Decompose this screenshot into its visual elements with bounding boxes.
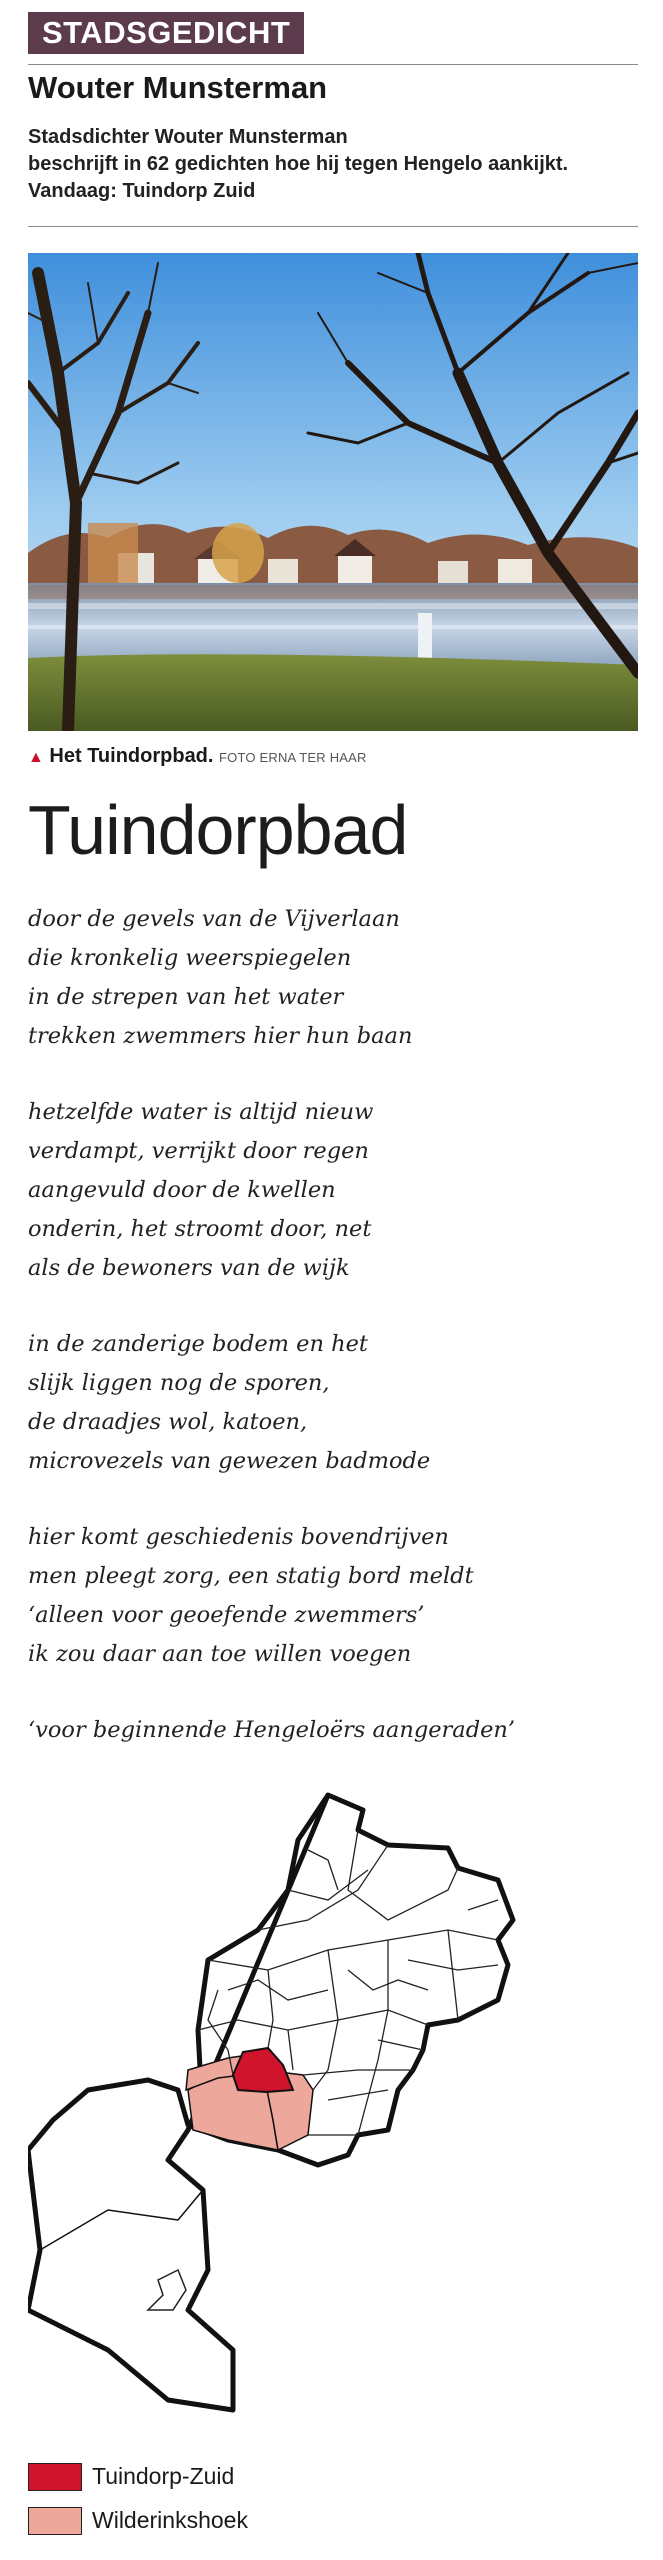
district-map xyxy=(28,1790,638,2450)
legend-label: Wilderinkshoek xyxy=(92,2507,248,2533)
poem-line: onderin, het stroomt door, net xyxy=(28,1216,372,1242)
photo-caption xyxy=(28,745,367,768)
poem-stanza xyxy=(28,1093,515,1288)
intro-line: Stadsdichter Wouter Munsterman xyxy=(28,126,348,148)
photo-credit: FOTO ERNA TER HAAR xyxy=(219,750,367,765)
legend-swatch xyxy=(28,2463,82,2491)
poem-line: de draadjes wol, katoen, xyxy=(28,1409,308,1435)
poem-line: ‘voor beginnende Hengeloërs aangeraden’ xyxy=(28,1717,516,1743)
poem-body xyxy=(28,900,515,1787)
poem-line: verdampt, verrijkt door regen xyxy=(28,1138,369,1164)
photo-tuindorpbad xyxy=(28,253,638,731)
author-name: Wouter Munsterman xyxy=(28,70,328,105)
poem-line: ‘alleen voor geoefende zwemmers’ xyxy=(28,1602,425,1628)
poem-line: ik zou daar aan toe willen voegen xyxy=(28,1641,412,1667)
legend-label: Tuindorp-Zuid xyxy=(92,2463,235,2489)
section-tag: STADSGEDICHT xyxy=(28,12,304,54)
intro-line: Vandaag: Tuindorp Zuid xyxy=(28,180,256,202)
poem-line: microvezels van gewezen badmode xyxy=(28,1448,431,1474)
caption-text: Het Tuindorpbad. xyxy=(49,745,214,767)
legend-swatch xyxy=(28,2507,82,2535)
intro-text xyxy=(28,124,568,205)
poem-title: Tuindorpbad xyxy=(28,791,408,869)
poem-line: in de strepen van het water xyxy=(28,984,344,1010)
poem-line: trekken zwemmers hier hun baan xyxy=(28,1023,413,1049)
poem-stanza xyxy=(28,1711,515,1750)
intro-line: beschrijft in 62 gedichten hoe hij tegen Hengelo aankijkt. xyxy=(28,153,569,175)
poem-stanza xyxy=(28,1518,515,1674)
poem-line: als de bewoners van de wijk xyxy=(28,1255,350,1281)
poem-line: hetzelfde water is altijd nieuw xyxy=(28,1099,374,1125)
poem-line: in de zanderige bodem en het xyxy=(28,1331,368,1357)
divider xyxy=(28,226,638,227)
poem-stanza xyxy=(28,900,515,1056)
poem-line: aangevuld door de kwellen xyxy=(28,1177,336,1203)
poem-line: die kronkelig weerspiegelen xyxy=(28,945,352,971)
poem-line: door de gevels van de Vijverlaan xyxy=(28,906,400,932)
poem-line: hier komt geschiedenis bovendrijven xyxy=(28,1524,449,1550)
triangle-marker-icon: ▲ xyxy=(28,749,44,766)
poem-stanza xyxy=(28,1325,515,1481)
poem-line: slijk liggen nog de sporen, xyxy=(28,1370,330,1396)
poem-line: men pleegt zorg, een statig bord meldt xyxy=(28,1563,474,1589)
divider xyxy=(28,64,638,65)
